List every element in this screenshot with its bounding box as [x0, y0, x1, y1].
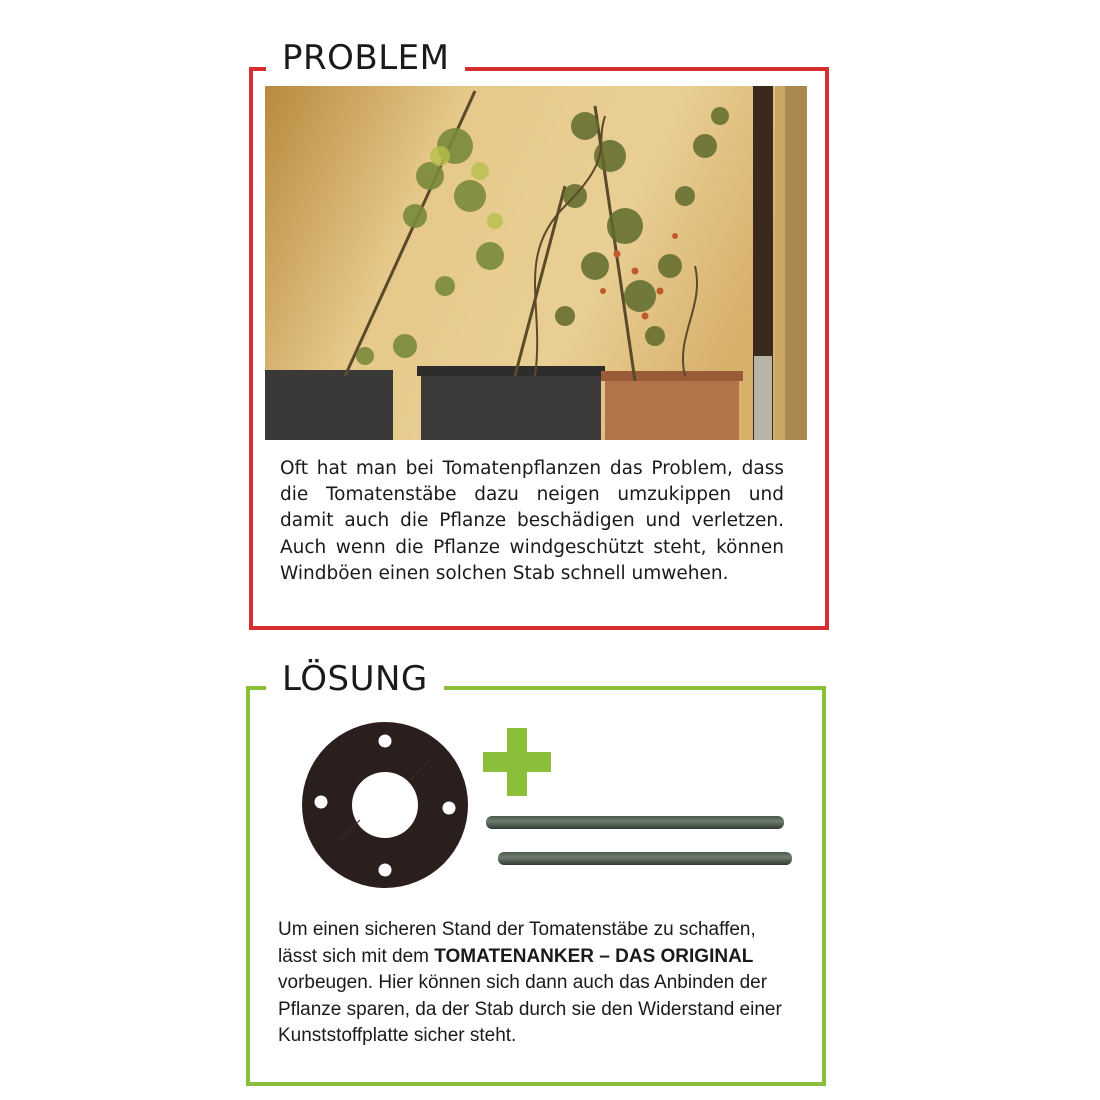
loesung-text-part2: vorbeugen. Hier können sich dann auch das Anbinden der Pflanze sparen, da der Stab durch sie den Widerstand einer Kunststoffplatte sicher steht. [278, 972, 782, 1046]
tomato-plants-photo [265, 86, 807, 440]
anchor-disc-icon [300, 720, 470, 890]
loesung-text-part1: Um einen sicheren Stand der Tomatenstäbe zu schaffen, lässt sich mit dem [278, 919, 756, 967]
product-name: TOMATENANKER – DAS ORIGINAL [434, 945, 754, 967]
plus-icon [483, 728, 551, 796]
problem-heading: PROBLEM [266, 38, 465, 78]
loesung-heading: LÖSUNG [266, 659, 444, 699]
problem-description: Oft hat man bei Tomatenpflanzen das Problem, dass die Tomatenstäbe dazu neigen umzukippen und damit auch die Pflanze beschädigen und verletzen. Auch wenn die Pflanze windgeschützt steht, können Windböen einen solchen Stab schnell umwehen. [280, 458, 784, 584]
rods-icon [480, 808, 800, 878]
loesung-description [278, 917, 798, 1050]
